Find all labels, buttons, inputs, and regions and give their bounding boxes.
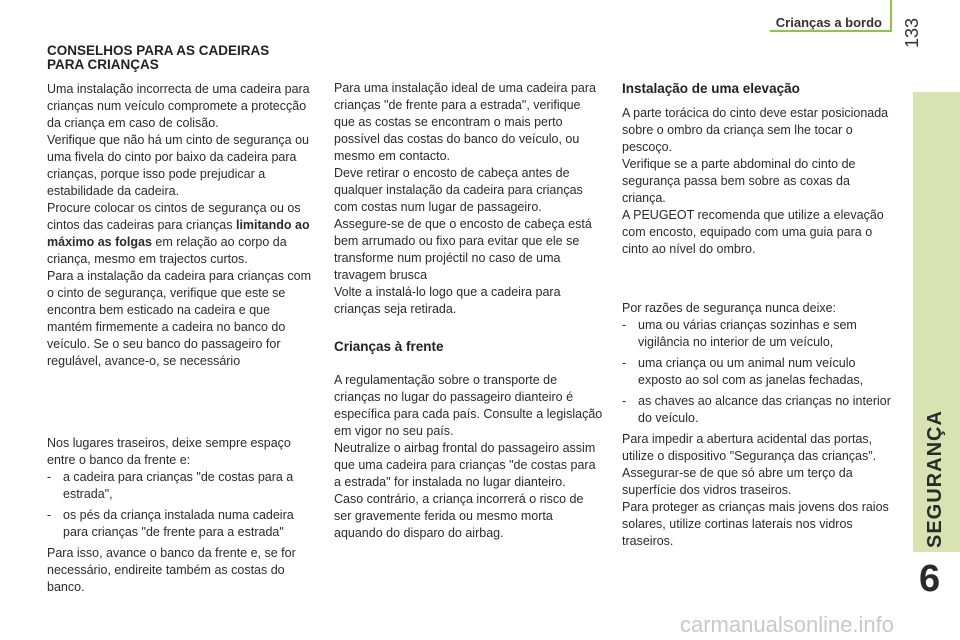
booster-heading: Instalação de uma elevação [622, 81, 800, 96]
list-item: - uma criança ou um animal num veículo exposto ao sol com as janelas fechadas, [622, 356, 864, 387]
bold-emphasis: limitando ao máximo as folgas [47, 218, 310, 249]
paragraph: Volte a instalá-lo logo que a cadeira para crianças seja retirada. [334, 285, 561, 316]
paragraph: Para proteger as crianças mais jovens dos raios solares, utilize cortinas laterais nos vidros traseiros. [622, 500, 889, 548]
paragraph: Para uma instalação ideal de uma cadeira para crianças "de frente para a estrada", verifique que as costas se encontram o mais perto possível das costas do banco do veículo, ou mesmo em contacto. [334, 81, 596, 163]
main-heading [47, 44, 317, 72]
column-2 [334, 80, 604, 542]
paragraph: Assegure-se de que o encosto de cabeça está bem arrumado ou fixo para evitar que ele se transforme num projéctil no caso de uma travagem brusca [334, 217, 592, 282]
paragraph: Por razões de segurança nunca deixe: [622, 301, 837, 315]
chapter-section-label: SEGURANÇA [924, 410, 946, 548]
list-item: - os pés da criança instalada numa cadeira para crianças "de frente para a estrada" [47, 508, 294, 539]
chapter-number: 6 [919, 558, 941, 600]
paragraph: Nos lugares traseiros, deixe sempre espaço entre o banco da frente e: [47, 436, 291, 467]
main-heading-line2: PARA CRIANÇAS [47, 57, 159, 72]
paragraph: Verifique se a parte abdominal do cinto de segurança passa bem sobre as coxas da criança. [622, 157, 856, 205]
paragraph: A regulamentação sobre o transporte de crianças no lugar do passageiro dianteiro é específica para cada país. Consulte a legislação em vigor no seu país. [334, 373, 603, 438]
paragraph: Caso contrário, a criança incorrerá o risco de ser gravemente ferida ou mesmo morta aquando do disparo do airbag. [334, 492, 584, 540]
paragraph: Verifique que não há um cinto de segurança ou uma fivela do cinto por baixo da cadeira para crianças, porque isso pode prejudicar a estabilidade da cadeira. [47, 133, 309, 198]
paragraph: Para impedir a abertura acidental das portas, utilize o dispositivo "Segurança das crianças". [622, 432, 877, 463]
section-header-title: Crianças a bordo [775, 15, 882, 30]
watermark: carmanualsonline.info [680, 612, 895, 637]
paragraph: Uma instalação incorrecta de uma cadeira para crianças num veículo compromete a protecção da criança em caso de colisão. [47, 82, 310, 130]
column-3 [622, 80, 892, 550]
paragraph: Assegurar-se de que só abre um terço da superfície dos vidros traseiros. [622, 466, 853, 497]
paragraph: Para a instalação da cadeira para crianças com o cinto de segurança, verifique que este se encontra bem esticado na cadeira e que mantém firmemente a cadeira no banco do veículo. Se o seu banco do passageiro for regulável, avance-o, se necessário [47, 269, 312, 368]
column-1 [47, 44, 317, 596]
list-item: - as chaves ao alcance das crianças no interior do veículo. [622, 394, 891, 425]
list-item: - uma ou várias crianças sozinhas e sem vigilância no interior de um veículo, [622, 318, 857, 349]
list-item: - a cadeira para crianças "de costas para a estrada", [47, 470, 294, 501]
main-heading-line1: CONSELHOS PARA AS CADEIRAS [47, 43, 270, 58]
page-number: 133 [902, 17, 922, 48]
paragraph: Procure colocar os cintos de segurança ou os cintos das cadeiras para crianças limitando ao máximo as folgas em relação ao corpo da criança, mesmo em trajectos curtos. [47, 201, 310, 266]
paragraph: Para isso, avance o banco da frente e, se for necessário, endireite também as costas do banco. [47, 546, 296, 594]
paragraph: Neutralize o airbag frontal do passageiro assim que uma cadeira para crianças "de costas para a estrada" for instalada no lugar dianteiro. [334, 441, 596, 489]
paragraph: Deve retirar o encosto de cabeça antes de qualquer instalação da cadeira para crianças com costas num lugar de passageiro. [334, 166, 583, 214]
front-seat-heading: Crianças à frente [334, 339, 444, 354]
paragraph: A PEUGEOT recomenda que utilize a elevação com encosto, equipado com uma guia para o cinto ao nível do ombro. [622, 208, 884, 256]
paragraph: A parte torácica do cinto deve estar posicionada sobre o ombro da criança sem lhe tocar o pescoço. [622, 106, 889, 154]
